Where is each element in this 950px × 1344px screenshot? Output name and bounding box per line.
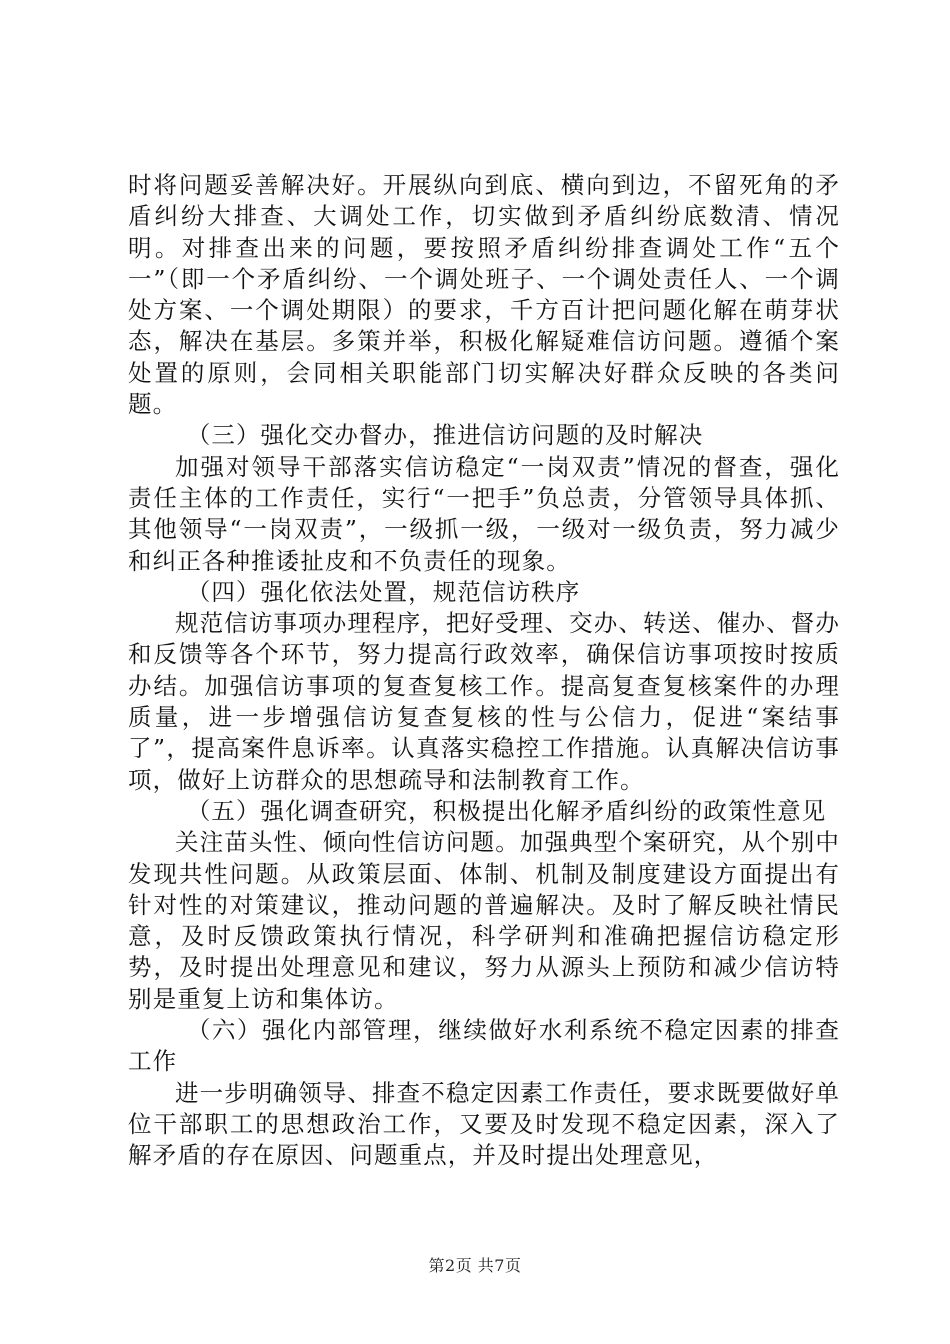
paragraph-section-5: 关注苗头性、倾向性信访问题。加强典型个案研究，从个别中发现共性问题。从政策层面、体制、机制及制度建设方面提出有针对性的对策建议，推动问题的普遍解决。及时了解反映社情民意，及时反馈政策执行情况，科学研判和准确把握信访稳定形势，及时提出处理意见和建议，努力从源头上预防和减少信访特别是重复上访和集体访。 — [128, 828, 840, 1013]
paragraph-section-3: 加强对领导干部落实信访稳定“一岗双责”情况的督查，强化责任主体的工作责任，实行“一把手”负总责，分管领导具体抓、其他领导“一岗双责”，一级抓一级，一级对一级负责，努力减少和纠正各种推诿扯皮和不负责任的现象。 — [128, 452, 840, 575]
page-number-footer: 第2页 共7页 — [428, 1256, 522, 1275]
document-body — [128, 170, 840, 1172]
section-heading-4: （四）强化依法处置，规范信访秩序 — [186, 577, 581, 606]
section-heading-6: （六）强化内部管理，继续做好水利系统不稳定因素的排查工作 — [128, 1016, 840, 1076]
paragraph-section-4: 规范信访事项办理程序，把好受理、交办、转送、催办、督办和反馈等各个环节，努力提高行政效率，确保信访事项按时按质办结。加强信访事项的复查复核工作。提高复查复核案件的办理质量，进一步增强信访复查复核的性与公信力，促进“案结事了”，提高案件息诉率。认真落实稳控工作措施。认真解决信访事项，做好上访群众的思想疏导和法制教育工作。 — [128, 609, 840, 794]
paragraph-section-6: 进一步明确领导、排查不稳定因素工作责任，要求既要做好单位干部职工的思想政治工作，又要及时发现不稳定因素，深入了解矛盾的存在原因、问题重点，并及时提出处理意见， — [128, 1078, 840, 1170]
section-heading-3: （三）强化交办督办，推进信访问题的及时解决 — [186, 421, 704, 450]
paragraph-continuation: 时将问题妥善解决好。开展纵向到底、横向到边，不留死角的矛盾纠纷大排查、大调处工作，切实做到矛盾纠纷底数清、情况明。对排查出来的问题，要按照矛盾纠纷排查调处工作“五个一”（即一个矛盾纠纷、一个调处班子、一个调处责任人、一个调处方案、一个调处期限）的要求，千方百计把问题化解在萌芽状态，解决在基层。多策并举，积极化解疑难信访问题。遵循个案处置的原则，会同相关职能部门切实解决好群众反映的各类问题。 — [128, 171, 840, 419]
section-heading-5: （五）强化调查研究，积极提出化解矛盾纠纷的政策性意见 — [186, 796, 827, 825]
